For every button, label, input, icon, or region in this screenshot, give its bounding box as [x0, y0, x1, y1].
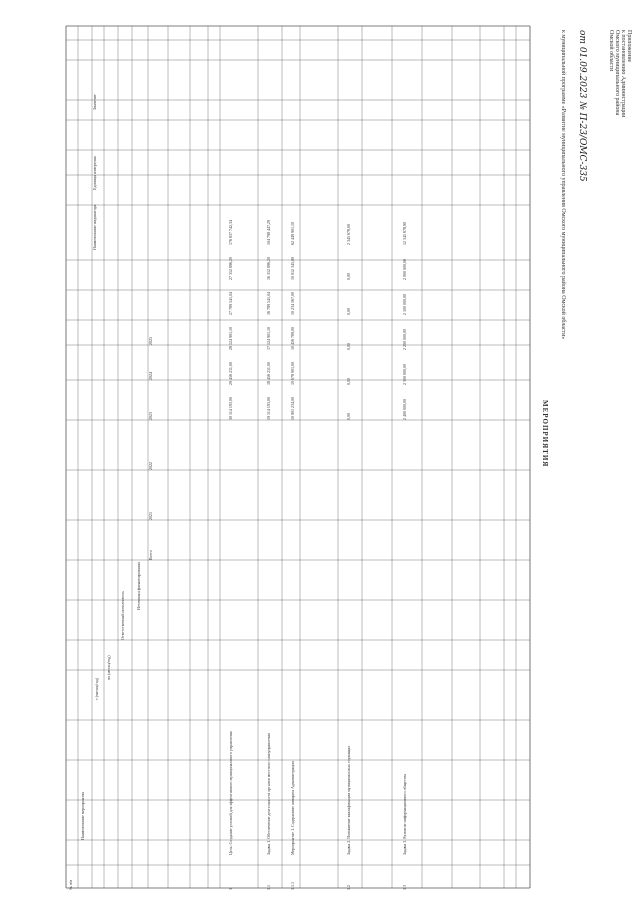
row-number: 1.1.1	[290, 882, 295, 890]
stamp-line-2: к постановлению Администрации	[620, 30, 626, 118]
row-name: Цель: Создание условий для эффективного муниципального управления	[228, 731, 233, 855]
column-header: 2025	[148, 337, 153, 345]
stamp-line-1: Приложение	[626, 30, 632, 63]
row-name: Задача 2. Повышение квалификации муниципальных служащих	[346, 745, 351, 855]
row-value-y2025: 10 901 234,00	[290, 397, 295, 420]
row-value-y2024: 0,00	[346, 378, 351, 385]
column-header: Ответственный исполнитель	[120, 591, 125, 640]
row-value-y2025: 30 114 193,00	[228, 397, 233, 420]
row-name: Мероприятие 1. Содержание аппарата Администрации	[290, 761, 295, 855]
column-header: 2022	[148, 462, 153, 470]
column-header: 2021	[148, 512, 153, 520]
row-value-total: 62 449 901,10	[290, 222, 295, 245]
row-name: Задача 1. Обеспечение деятельности органов местного самоуправления	[266, 733, 271, 855]
row-value-y2022: 16 789 541,04	[266, 292, 271, 315]
row-value-y2023: 17 124 901,10	[266, 327, 271, 350]
column-header: 2023	[148, 412, 153, 420]
row-value-y2023: 2 200 000,00	[402, 329, 407, 350]
document-heading: МЕРОПРИЯТИЯ	[541, 400, 549, 468]
row-value-y2022: 27 789 541,04	[228, 292, 233, 315]
row-number: 1	[228, 888, 233, 890]
row-value-total: 12 345 678,90	[402, 222, 407, 245]
row-value-y2024: 18 456 211,00	[266, 362, 271, 385]
column-header: по (месяц/год)	[106, 655, 111, 680]
row-value-y2023: 0,00	[346, 343, 351, 350]
row-value-y2024: 29 456 211,00	[228, 362, 233, 385]
row-number: 1.2	[346, 885, 351, 890]
row-value-total: 2 345 678,00	[346, 224, 351, 245]
row-number: 1.3	[402, 885, 407, 890]
row-value-y2021: 0,00	[346, 273, 351, 280]
row-name: Задача 3. Развитие информационного общества	[402, 774, 407, 855]
column-header: Наименование индикатора	[92, 204, 97, 250]
column-header: Значение	[92, 94, 97, 110]
row-value-y2025: 19 114 193,00	[266, 397, 271, 420]
row-value-y2021: 27 352 896,20	[228, 257, 233, 280]
program-note: к муниципальной программе «Развитие муниципального управления Омского муниципального района Омской области»	[560, 30, 566, 340]
approval-stamp	[608, 30, 632, 117]
row-value-y2021: 2 000 000,00	[402, 259, 407, 280]
stamp-line-3: Омского муниципального района	[614, 30, 620, 116]
row-value-y2025: 0,00	[346, 413, 351, 420]
row-value-total: 176 837 742,34	[228, 220, 233, 245]
column-header: Источники финансирования	[136, 561, 141, 610]
column-header: Всего	[148, 550, 153, 560]
row-value-total: 104 798 447,29	[266, 220, 271, 245]
row-value-y2024: 2 300 000,00	[402, 364, 407, 385]
handwritten-date-number: от 01.09.2023 № П-23/ОМС-335	[577, 30, 587, 182]
row-value-y2025: 2 400 000,00	[402, 399, 407, 420]
row-number: 1.1	[266, 885, 271, 890]
column-header: Единица измерения	[92, 156, 97, 190]
row-value-y2021: 16 352 896,20	[266, 257, 271, 280]
row-value-y2024: 10 678 901,00	[290, 362, 295, 385]
row-value-y2022: 2 100 000,00	[402, 294, 407, 315]
row-value-y2022: 0,00	[346, 308, 351, 315]
column-header: 2024	[148, 372, 153, 380]
column-header: Наименование мероприятия	[80, 791, 85, 840]
row-value-y2023: 28 124 901,10	[228, 327, 233, 350]
column-header: № п/п	[68, 879, 73, 890]
row-value-y2022: 10 234 567,00	[290, 292, 295, 315]
row-value-y2021: 10 012 345,00	[290, 257, 295, 280]
row-value-y2023: 10 456 789,00	[290, 327, 295, 350]
column-header: с (месяц/год)	[94, 677, 99, 700]
stamp-line-4: Омской области	[608, 30, 614, 72]
